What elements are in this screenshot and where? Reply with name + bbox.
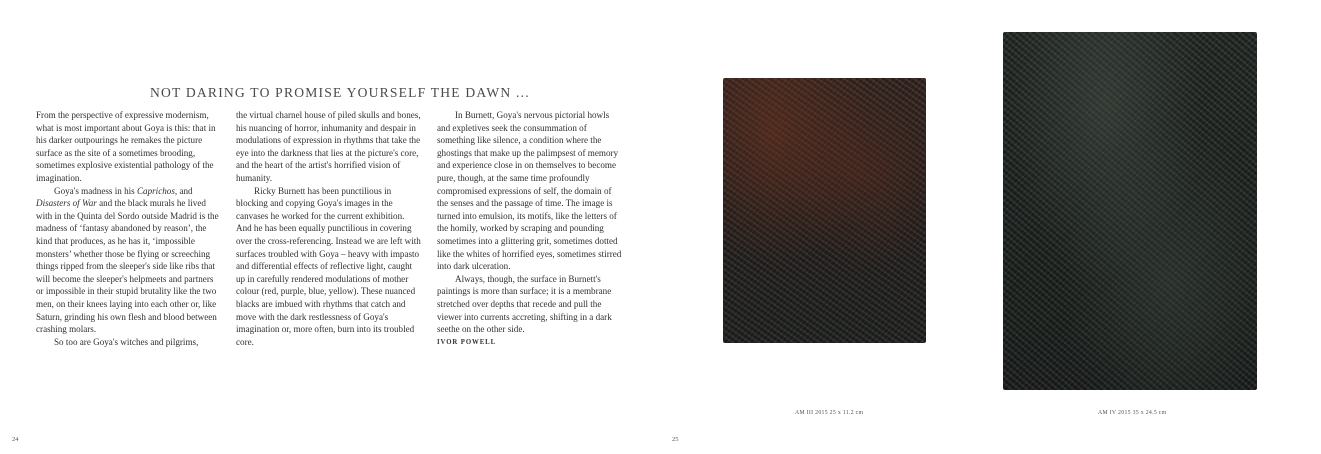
text-column-1: [36, 109, 221, 348]
paragraph: Ricky Burnett has been punctilious in blocking and copying Goya's images in the canvases he worked for the current exhibition. And he has been equally punctilious in covering over the cross-referencing. Instead we are left with surfaces troubled with Goya – heavy with impasto and differential effects of reflective light, caught up in carefully rendered modulations of mother colour (red, purple, blue, yellow). These nuanced blacks are imbued with rhythms that catch and move with the dark restlessness of Goya's imagination or, more often, burn into its troubled core.: [236, 185, 421, 347]
paragraph: So too are Goya's witches and pilgrims,: [54, 336, 199, 347]
italic-term: Disasters of War: [36, 198, 97, 209]
italic-term: Caprichos: [136, 185, 175, 196]
paragraph: Always, though, the surface in Burnett's paintings is more than surface; it is a membrane stretched over depths that recede and pull the viewer into currents accreting, shifting in a dark seethe on the other side.: [437, 273, 612, 335]
page-number: 25: [672, 436, 679, 443]
paragraph: Goya's madness in his Caprichos, and Disasters of War and the black murals he lived with in the Quinta del Sordo outside Madrid is the madness of ‘fantasy abandoned by reason’, the kind that produces, as he has it, ‘impossible monsters’ whether those be flying or screeching things ripped from the sleeper's side like ribs that will become the sleeper's helpmeets and partners or impossible in their stupid brutality like the two men, on their knees laying into each other or, like Saturn, grinding his own flesh and blood between crashing molars.: [36, 185, 219, 335]
page-number: 24: [12, 436, 19, 443]
painting-image: [723, 78, 926, 343]
text-column-3: [437, 109, 622, 349]
artwork-caption: AM III 2015 25 x 11.2 cm: [795, 410, 864, 416]
essay-title: NOT DARING TO PROMISE YOURSELF THE DAWN ...: [150, 85, 530, 100]
paragraph: In Burnett, Goya's nervous pictorial howls and expletives seek the consummation of something like silence, a condition where the ghostings that make up the palimpsest of memory and experience close in on themselves to become pure, though, at the same time profoundly compromised expressions of self, the domain of the senses and the passage of time. The image is turned into emulsion, its motifs, like the letters of the homily, worked by scraping and pounding sometimes into a glittering grit, sometimes dotted like the whites of horrified eyes, sometimes stirred into dark ulceration.: [437, 110, 622, 272]
right-page: [660, 0, 1321, 454]
text-column-2: [236, 109, 421, 348]
paragraph: the virtual charnel house of piled skulls and bones, his nuancing of horror, inhumanity and despair in modulations of expression in rhythms that take the eye into the darkness that lies at the picture's core, and the heart of the artist's horrified vision of humanity.: [236, 110, 421, 183]
paragraph: From the perspective of expressive modernism, what is most important about Goya is this: that in his darker outpourings he remakes the picture surface as the site of a sometimes brooding, sometimes explosive existential pathology of the imagination.: [36, 110, 216, 183]
left-page: [0, 0, 660, 454]
painting-image: [1003, 32, 1257, 390]
author-byline: IVOR POWELL: [437, 338, 497, 346]
artwork-caption: AM IV 2015 35 x 24.5 cm: [1098, 410, 1167, 416]
